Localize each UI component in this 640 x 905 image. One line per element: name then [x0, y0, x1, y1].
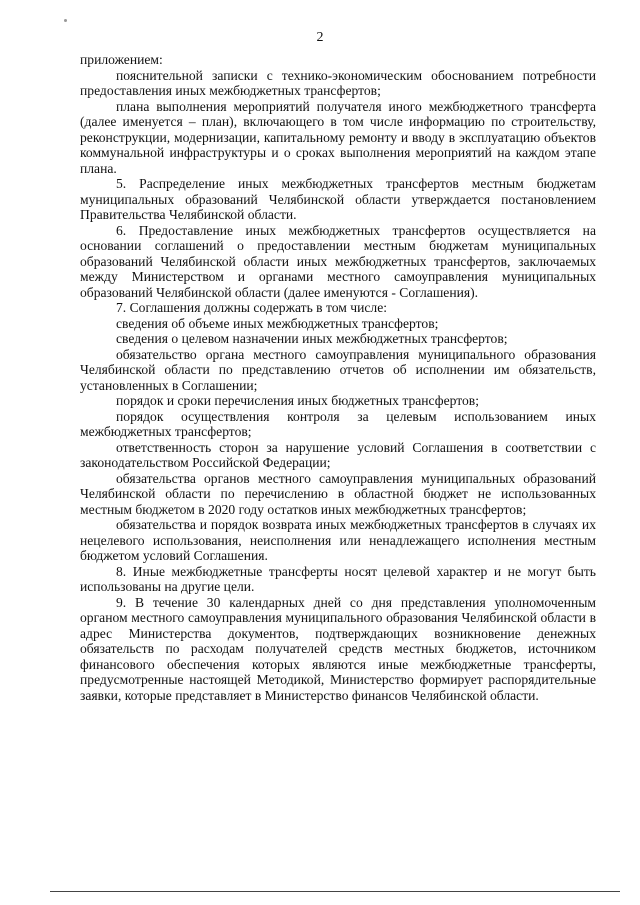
paragraph-item-5: 5. Распределение иных межбюджетных трансфертов местным бюджетам муниципальных образований Челябинской области утверждается постановлением Правительства Челябинской области.	[80, 176, 596, 222]
paragraph: порядок и сроки перечисления иных бюджетных трансфертов;	[116, 393, 479, 408]
paragraph-intro: приложением:	[80, 52, 163, 67]
paragraph: обязательства и порядок возврата иных межбюджетных трансфертов в случаях их нецелевого использования, неисполнения или ненадлежащего исполнения местным бюджетом условий Соглашения.	[80, 517, 596, 563]
paragraph-item-6: 6. Предоставление иных межбюджетных трансфертов осуществляется на основании соглашений о предоставлении местным бюджетам муниципальных образований Челябинской области иных межбюджетных трансфертов, заключаемых между Министерством и органами местного самоуправления муниципальных образований Челябинской области (далее именуются - Соглашения).	[80, 222, 596, 300]
paragraph: сведения о целевом назначении иных межбюджетных трансфертов;	[116, 331, 508, 346]
paragraph-item-9: 9. В течение 30 календарных дней со дня представления уполномоченным органом местного самоуправления муниципального образования Челябинской области в адрес Министерства документов, подтверждающих возникновение денежных обязательств по расходам получателей средств местных бюджетов, источником финансового обеспечения которых являются иные межбюджетные трансферты, предусмотренные настоящей Методикой, Министерство формирует распорядительные заявки, которые представляет в Министерство финансов Челябинской области.	[80, 594, 596, 703]
paragraph: плана выполнения мероприятий получателя иного межбюджетного трансферта (далее именуется – план), включающего в том числе информацию по строительству, реконструкции, модернизации, капитальному ремонту и вводу в эксплуатацию объектов коммунальной инфраструктуры и о сроках выполнения мероприятий на каждом этапе плана.	[80, 98, 596, 176]
paragraph: порядок осуществления контроля за целевым использованием иных межбюджетных трансфертов;	[80, 408, 596, 439]
paragraph: обязательства органов местного самоуправления муниципальных образований Челябинской области по перечислению в областной бюджет не использованных местным бюджетом в 2020 году остатков иных межбюджетных трансфертов;	[80, 470, 596, 517]
paragraph: ответственность сторон за нарушение условий Соглашения в соответствии с законодательством Российской Федерации;	[80, 439, 596, 470]
paragraph: сведения об объеме иных межбюджетных трансфертов;	[116, 315, 439, 331]
bottom-divider	[50, 891, 620, 892]
scan-speck	[64, 19, 67, 22]
page-number: 2	[316, 30, 324, 45]
paragraph: пояснительной записки с технико-экономическим обоснованием потребности предоставления иных межбюджетных трансфертов;	[80, 67, 596, 98]
paragraph-item-8: 8. Иные межбюджетные трансферты носят целевой характер и не могут быть использованы на другие цели.	[80, 563, 596, 594]
body-text	[80, 52, 596, 703]
paragraph-item-7: 7. Соглашения должны содержать в том числе:	[116, 300, 388, 315]
paragraph: обязательство органа местного самоуправления муниципального образования Челябинской области по представлению отчетов об исполнении им обязательств, установленных в Соглашении;	[80, 346, 596, 393]
